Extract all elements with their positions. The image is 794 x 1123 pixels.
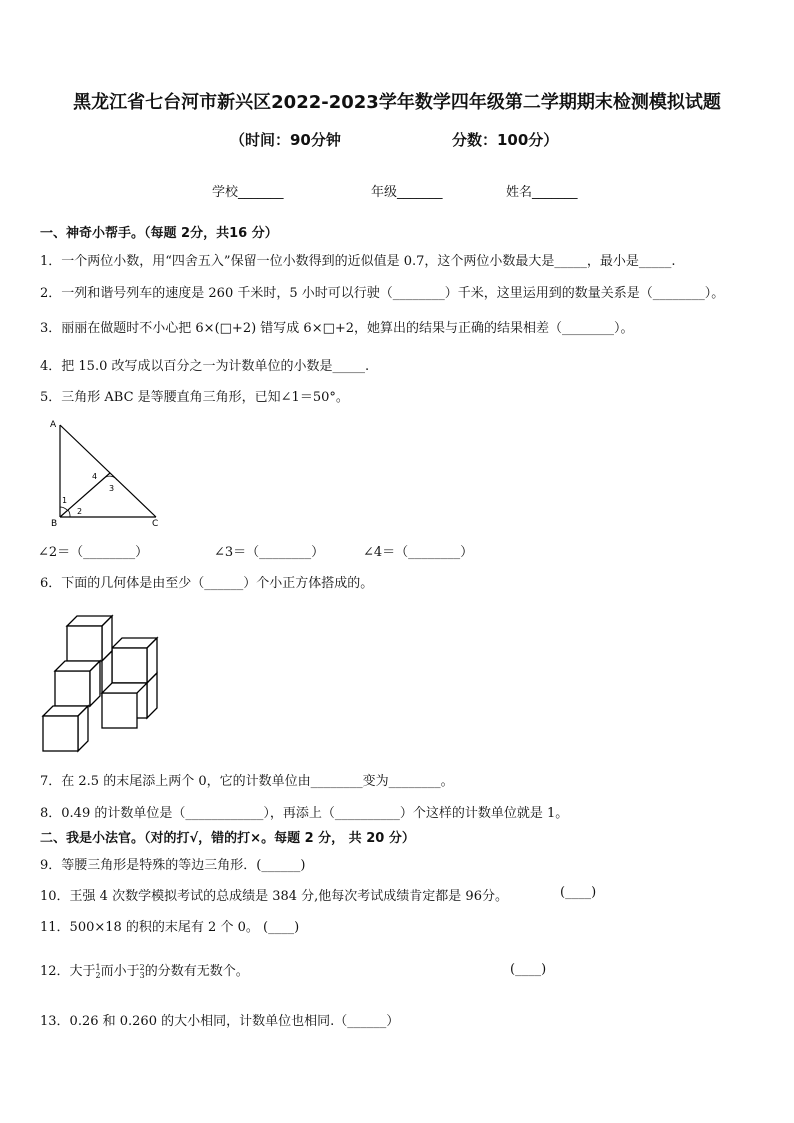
triangle-figure	[40, 415, 170, 530]
grade-field[interactable]: 年级_______	[371, 185, 443, 200]
question-12	[40, 960, 249, 980]
frac1-den: 2	[95, 970, 101, 980]
frac2-den: 3	[139, 970, 145, 980]
question-1: 1．一个两位小数，用“四舍五入”保留一位小数得到的近似值是 0.7，这个两位小数最大是_____，最小是_____.	[40, 254, 676, 269]
q12-part-a: 12．大于	[40, 964, 96, 979]
question-6: 6．下面的几何体是由至少（______）个小正方体搭成的。	[40, 576, 374, 591]
q12-part-b: 而小于	[100, 964, 140, 979]
question-2: 2．一列和谐号列车的速度是 260 千米时，5 小时可以行驶（________）千米，这里运用到的数量关系是（________）。	[40, 286, 725, 301]
exam-time: （时间：90分钟	[230, 131, 341, 149]
angle-2-label: 2	[77, 507, 83, 516]
angle-4-answer[interactable]: ∠4＝（________）	[363, 545, 474, 560]
question-13: 13．0.26 和 0.260 的大小相同，计数单位也相同.（______）	[40, 1014, 400, 1029]
question-7: 7．在 2.5 的末尾添上两个 0，它的计数单位由________变为________。	[40, 774, 454, 789]
name-field[interactable]: 姓名_______	[506, 185, 578, 200]
label-a: A	[50, 420, 57, 430]
question-5: 5．三角形 ABC 是等腰直角三角形，已知∠1＝50°。	[40, 390, 349, 405]
question-8: 8．0.49 的计数单位是（____________），再添上（__________）个这样的计数单位就是 1。	[40, 806, 569, 821]
angle-3-answer[interactable]: ∠3＝（________）	[214, 545, 325, 560]
question-10: 10．王强 4 次数学模拟考试的总成绩是 384 分,他每次考试成绩肯定都是 96分。	[40, 889, 508, 904]
angle-2-answer[interactable]: ∠2＝（________）	[38, 545, 149, 560]
question-3: 3．丽丽在做题时不小心把 6×(□+2) 错写成 6×□+2，她算出的结果与正确的结果相差（________）。	[40, 321, 634, 336]
frac2-num: 2	[139, 962, 145, 972]
exam-score: 分数：100分）	[452, 131, 559, 149]
school-field[interactable]: 学校_______	[212, 185, 284, 200]
cube-stack-figure	[40, 608, 165, 758]
label-c: C	[152, 519, 159, 529]
question-11: 11．500×18 的积的末尾有 2 个 0。 (____)	[40, 920, 300, 935]
question-10-blank[interactable]: (____)	[560, 885, 597, 900]
q12-part-c: 的分数有无数个。	[144, 964, 249, 979]
section-2-title: 二、我是小法官。（对的打√，错的打×。每题 2 分， 共 20 分）	[40, 831, 415, 846]
label-b: B	[51, 519, 58, 529]
question-4: 4．把 15.0 改写成以百分之一为计数单位的小数是_____.	[40, 359, 370, 374]
question-9: 9．等腰三角形是特殊的等边三角形．(______)	[40, 858, 306, 873]
angle-4-label: 4	[92, 472, 98, 481]
question-12-blank[interactable]: (____)	[510, 962, 547, 977]
page-title: 黑龙江省七台河市新兴区2022-2023学年数学四年级第二学期期末检测模拟试题	[73, 92, 721, 113]
angle-1-label: 1	[62, 496, 68, 505]
angle-3-label: 3	[109, 484, 115, 493]
frac1-num: 1	[95, 962, 101, 972]
section-1-title: 一、神奇小帮手。（每题 2分，共16 分）	[40, 226, 278, 241]
